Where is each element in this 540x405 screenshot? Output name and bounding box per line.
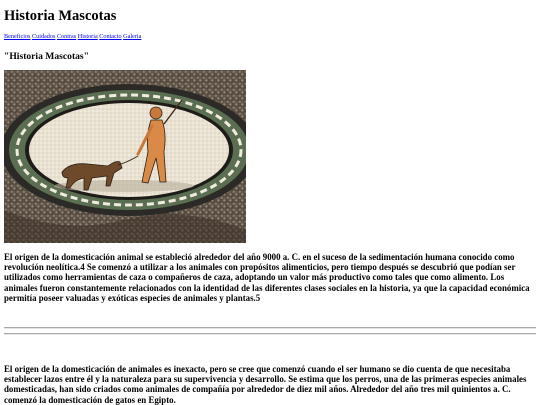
nav-link-contacto[interactable]: Contacto (99, 33, 122, 40)
mosaic-hunter-head (150, 107, 162, 119)
nav-link-contras[interactable]: Contras (56, 33, 77, 40)
nav-link-cuidados[interactable]: Cuidados (32, 33, 56, 40)
mosaic-image (4, 70, 246, 243)
page-title: Historia Mascotas (4, 8, 117, 24)
section-heading: "Historia Mascotas" (4, 51, 89, 62)
nav-bar (4, 33, 141, 40)
nav-link-beneficios[interactable]: Beneficios (4, 33, 31, 40)
divider-2 (4, 333, 536, 335)
paragraph-1: El origen de la domesticación animal se estableció alrededor del año 9000 a. C. en el suceso de la sedimentación humana conocido como revolución neolítica.4 Se comenzó a utilizar a los animales con propósitos alimenticios, pero tiempo después se descubrió que podían ser utilizados como herramientas de caza o compañeros de caza, adoptando un valor más productivo como tales que como alimento. Los animales fueron constantemente relacionados con la identidad de las diferentes clases sociales en la historia, ya que la capacidad económica permitía poseer valuadas y exóticas especies de animales y plantas.5 (4, 252, 530, 303)
divider-1 (4, 327, 536, 329)
nav-link-historia[interactable]: Historia (77, 33, 98, 40)
paragraph-2: El origen de la domesticación de animales es inexacto, pero se cree que comenzó cuando el ser humano se dio cuenta de que necesitaba establecer lazos entre él y la naturaleza para su supervivencia y desarrollo. Se estima que los perros, una de las primeras especies animales domesticadas, han sido criados como animales de compañía por alrededor de diez mil años. Alrededor del año tres mil quinientos a. C. comenzó la domesticación de gatos en Egipto. (4, 364, 527, 405)
nav-link-galeria[interactable]: Galeria (123, 33, 142, 40)
